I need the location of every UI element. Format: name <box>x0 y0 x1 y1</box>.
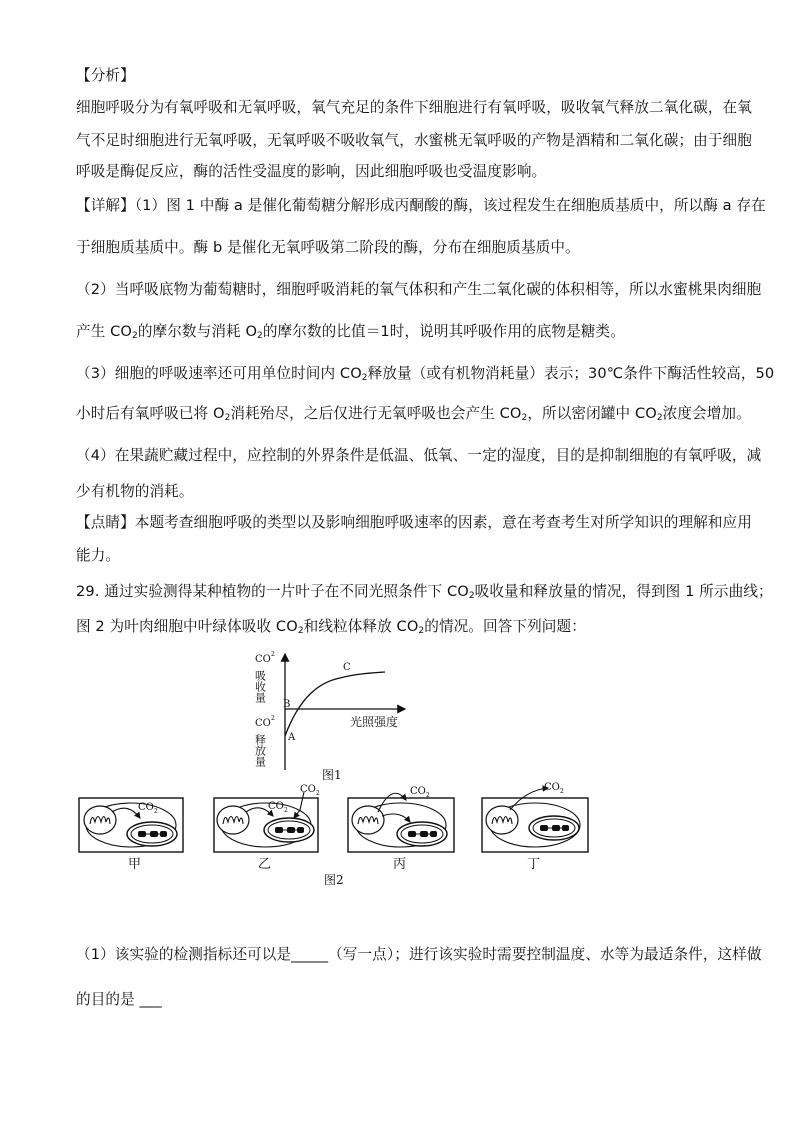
figure-1-caption: 图1 <box>322 768 342 782</box>
text-fragment: （写一点）；进行该实验时需要控制温度、水等为最适条件，这样做 <box>328 946 762 963</box>
subscript-2: 2 <box>521 413 528 423</box>
co2-sub: 2 <box>284 807 288 814</box>
co2-label: CO <box>268 801 284 812</box>
text-fragment: （3）细胞的呼吸速率还可用单位时间内 CO <box>76 365 362 382</box>
panel-label-jia: 甲 <box>128 857 142 872</box>
text-fragment: 产生 CO <box>76 323 133 340</box>
question-1-line-1 <box>76 945 762 965</box>
detail-paragraph-3-line-2 <box>76 404 751 428</box>
panel-label-ding: 丁 <box>527 857 541 872</box>
text-fragment: 的摩尔数的比值＝1时，说明其呼吸作用的底物是糖类。 <box>262 323 625 340</box>
analysis-line-2: 气不足时细胞进行无氧呼吸，无氧呼吸不吸收氧气，水蜜桃无氧呼吸的产物是酒精和二氧化碳；由于细胞 <box>76 132 752 149</box>
subscript-2: 2 <box>418 626 425 636</box>
co2-sub: 2 <box>154 808 158 815</box>
detail-paragraph-2-line-1: （2）当呼吸底物为葡萄糖时，细胞呼吸消耗的氧气体积和产生二氧化碳的体积相等，所以水蜜桃果肉细胞 <box>76 281 762 298</box>
y-top-label-co2: CO <box>255 654 271 665</box>
comment-heading: 【点睛】 <box>76 514 135 531</box>
co2-sub: 2 <box>316 790 320 797</box>
panel-label-bing: 丙 <box>393 857 407 872</box>
comment-text: 本题考查细胞呼吸的类型以及影响细胞呼吸速率的因素，意在考查考生对所学知识的理解和应用 <box>134 514 752 531</box>
point-a-label: A <box>288 732 296 743</box>
detail-paragraph-4-line-2: 少有机物的消耗。 <box>76 483 194 500</box>
text-fragment: 的目的是 <box>76 991 135 1008</box>
detail-paragraph-1-line-2: 于细胞质基质中。酶 b 是催化无氧呼吸第二阶段的酶，分布在细胞质基质中。 <box>76 239 580 256</box>
question-29-line-2 <box>76 617 586 641</box>
question-1-line-2 <box>76 990 162 1010</box>
text-fragment: 的情况。回答下列问题： <box>424 618 586 635</box>
co2-label-outside: CO <box>410 786 426 797</box>
y-bottom-label-co2: CO <box>255 718 271 729</box>
panel-jia <box>79 798 183 852</box>
y-top-label-text: 吸收量 <box>253 670 267 703</box>
subscript-2: 2 <box>468 591 475 601</box>
co2-label: CO <box>138 802 154 813</box>
point-c-label: C <box>343 662 351 673</box>
co2-label-outside: CO <box>300 784 316 795</box>
text-fragment: 吸收量和释放量的情况，得到图 1 所示曲线； <box>474 583 773 600</box>
subscript-2: 2 <box>224 413 231 423</box>
subscript-2: 2 <box>257 331 263 341</box>
question-29-line-1 <box>76 582 773 606</box>
text-fragment: 图 2 为叶肉细胞中叶绿体吸收 CO <box>76 618 298 635</box>
y-bottom-label-sub: 2 <box>271 715 275 722</box>
analysis-heading: 【分析】 <box>76 67 135 84</box>
co2-sub: 2 <box>560 788 564 795</box>
answer-blank-1[interactable]: _____ <box>291 946 329 963</box>
analysis-line-3: 呼吸是酶促反应，酶的活性受温度的影响，因此细胞呼吸也受温度影响。 <box>76 163 547 180</box>
text-fragment: 浓度会增加。 <box>662 405 751 422</box>
panel-bing <box>348 786 454 852</box>
text-fragment: 消耗殆尽，之后仅进行无氧呼吸也会产生 CO <box>230 405 522 422</box>
answer-blank-2[interactable]: ___ <box>139 991 162 1008</box>
detail-paragraph-1-line-1 <box>76 196 766 216</box>
analysis-line-1: 细胞呼吸分为有氧呼吸和无氧呼吸，氧气充足的条件下细胞进行有氧呼吸，吸收氧气释放二氧化碳，在氧 <box>76 99 752 116</box>
text-fragment: ，所以密闭罐中 CO <box>527 405 657 422</box>
co2-sub: 2 <box>426 792 430 799</box>
y-bottom-label-text: 释放量 <box>253 734 267 767</box>
detail-paragraph-4-line-1: （4）在果蔬贮藏过程中，应控制的外界条件是低温、低氧、一定的湿度，目的是抑制细胞的有氧呼吸，减 <box>76 447 762 464</box>
panel-label-yi: 乙 <box>258 857 272 872</box>
subscript-2: 2 <box>656 413 663 423</box>
panel-yi <box>214 784 320 852</box>
text-fragment: 小时后有氧呼吸已将 O <box>76 405 225 422</box>
figure-2-diagram <box>70 776 600 894</box>
detail-paragraph-3-line-1 <box>76 364 774 388</box>
y-top-label-sub: 2 <box>271 651 275 658</box>
detail-paragraph-2-line-2 <box>76 322 625 346</box>
subscript-2: 2 <box>132 331 138 341</box>
co2-label-outside: CO <box>544 782 560 793</box>
subscript-2: 2 <box>297 626 304 636</box>
subscript-2: 2 <box>361 373 368 383</box>
comment-line-2: 能力。 <box>76 547 121 564</box>
point-b-label: B <box>283 699 291 710</box>
detail-heading: 【详解】 <box>76 197 135 214</box>
text-fragment: 和线粒体释放 CO <box>303 618 419 635</box>
text-fragment: 的摩尔数与消耗 O <box>137 323 258 340</box>
text-fragment: 释放量（或有机物消耗量）表示；30℃条件下酶活性较高，50 <box>367 365 775 382</box>
comment-line-1 <box>76 513 752 533</box>
x-axis-label: 光照强度 <box>350 715 399 729</box>
detail-p1-text: （1）图 1 中酶 a 是催化葡萄糖分解形成丙酮酸的酶，该过程发生在细胞质基质中，所以酶 a 存在 <box>134 197 766 214</box>
panel-ding <box>482 782 588 852</box>
text-fragment: 29. 通过实验测得某种植物的一片叶子在不同光照条件下 CO <box>76 583 469 600</box>
text-fragment: （1）该实验的检测指标还可以是 <box>76 946 292 963</box>
figure-2-caption: 图2 <box>324 873 344 887</box>
